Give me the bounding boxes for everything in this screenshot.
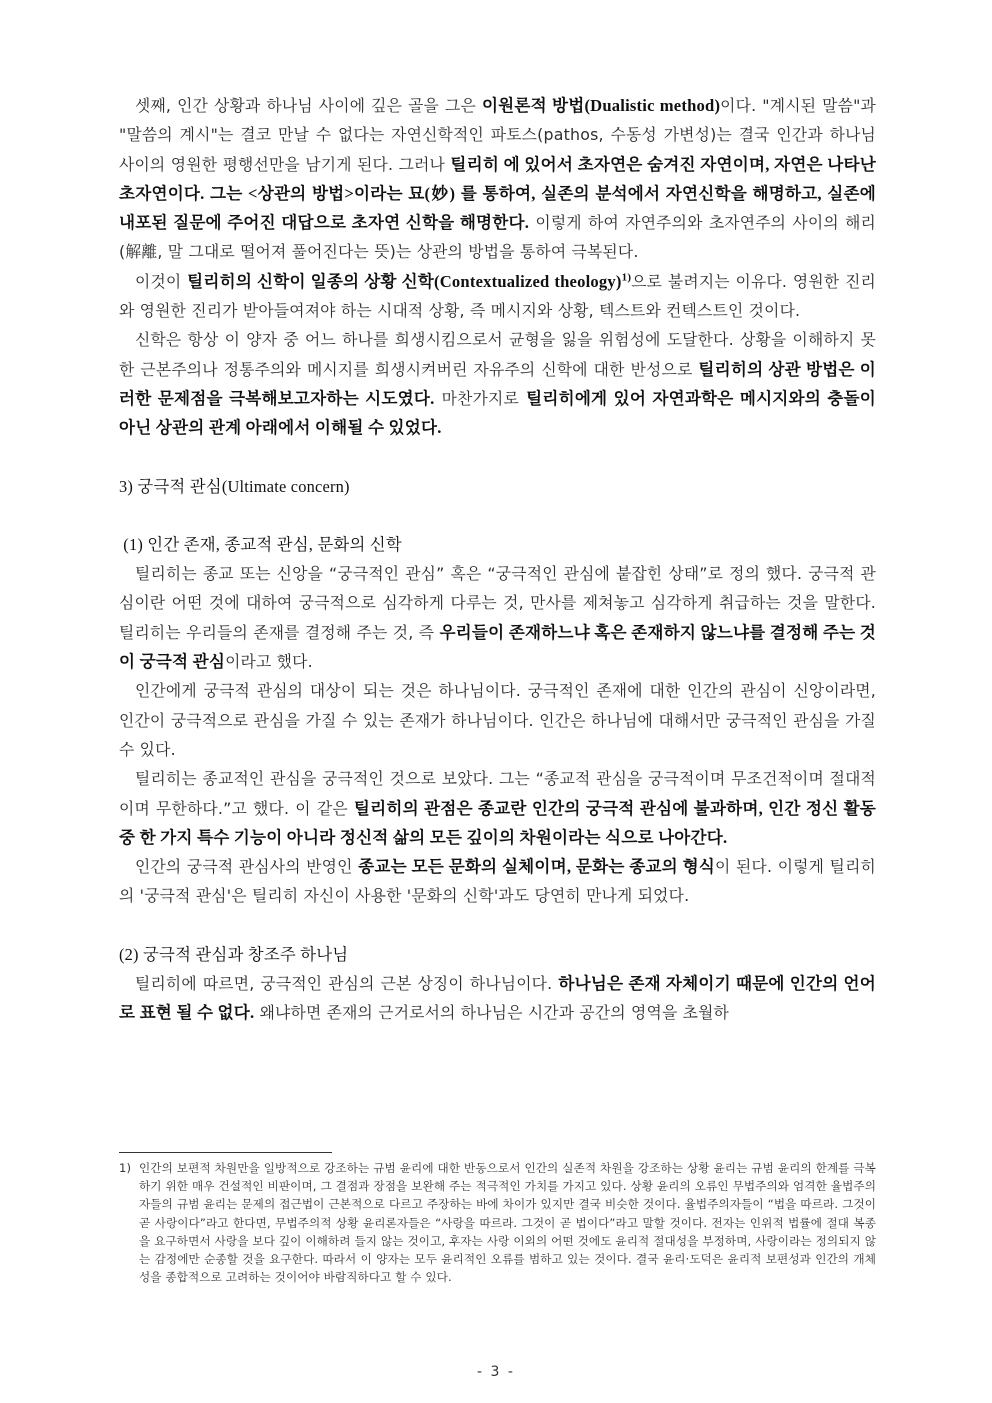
bold-run: 우리들이 존재하느냐 혹은 존재하지 않느냐를 결정해 주는 것이 궁극적 관심 [119, 622, 876, 672]
body-text [119, 91, 876, 1028]
text-run: 으로 불려지는 이유다. 영원한 진리와 영원한 진리가 받아들여져야 하는 시대적 상황, 즉 메시지와 상황, 텍스트와 컨텍스트인 것이다. [119, 271, 877, 321]
paragraph [119, 969, 876, 1028]
text-run: 틸리히에 따르면, 궁극적인 관심의 근본 상징이 하나님이다. [135, 974, 559, 994]
footnote-reference[interactable]: 1) [621, 271, 632, 284]
text-run: 이것이 [135, 271, 188, 291]
bold-run: 틸리히의 신학이 일종의 상황 신학(Contextualized theology) [187, 271, 622, 291]
text-run: 틸리히는 종교적인 관심을 궁극적인 것으로 보았다. 그는 “종교적 관심을 궁극적이며 무조건적이며 절대적이며 무한하다.”고 했다. 이 같은 [119, 769, 876, 818]
text-run: 왜냐하면 존재의 근거로서의 하나님은 시간과 공간의 영역을 초월하 [254, 1003, 730, 1023]
footnote [119, 1159, 876, 1286]
page-number: - 3 - [477, 1364, 515, 1380]
bold-run: 틸리히에게 있어 자연과학은 메시지와의 충돌이 아닌 상관의 관계 아래에서 이해될 수 있었다. [119, 388, 876, 438]
footnote-number: 1) [119, 1161, 132, 1175]
paragraph [119, 267, 876, 326]
text-run: 이렇게 하여 자연주의와 초자연주의 사이의 해리(解離, 말 그대로 떨어져 풀어진다는 뜻)는 상관의 방법을 통하여 극복된다. [119, 213, 876, 262]
text-run: 셋째, 인간 상황과 하나님 사이에 깊은 골을 그은 [135, 96, 482, 115]
bold-run: 하나님은 존재 자체이기 때문에 인간의 언어로 표현 될 수 없다. [119, 974, 877, 1023]
bold-run: 틸리히의 상관 방법은 이러한 문제점을 극복해보고자하는 시도였다. [119, 359, 876, 408]
section-heading: 3) 궁극적 관심(Ultimate concern) [119, 476, 350, 496]
paragraph [119, 325, 876, 442]
text-run: 인간의 궁극적 관심사의 반영인 [135, 857, 359, 877]
text-run: 틸리히는 종교 또는 신앙을 “궁극적인 관심” 혹은 “궁극적인 관심에 붙잡힌 상태”로 정의 했다. 궁극적 관심이란 어떤 것에 대하여 궁극적으로 심각하게 다루는 것, 만사를 제쳐놓고 심각하게 취급하는 것을 말한다. 틸리히는 우리들의 존재를 결정해 주는 것, 즉 [119, 564, 876, 642]
paragraph [119, 559, 876, 676]
text-run: 이다. "계시된 말씀"과 "말씀의 계시"는 결코 만날 수 없다는 자연신학적인 파토스(pathos, 수동성 가변성)는 결국 인간과 하나님 사이의 영원한 평행선만을 남기게 된다. 그러나 [119, 96, 876, 174]
subsection-heading: (2) 궁극적 관심과 창조주 하나님 [119, 944, 349, 964]
paragraph: 인간에게 궁극적 관심의 대상이 되는 것은 하나님이다. 궁극적인 존재에 대한 인간의 관심이 신앙이라면, 인간이 궁극적으로 관심을 가질 수 있는 존재가 하나님이다. 인간은 하나님에 대해서만 궁극적인 관심을 가질 수 있다. [119, 681, 876, 759]
text-run: 신학은 항상 이 양자 중 어느 하나를 희생시킴으로서 균형을 잃을 위험성에 도달한다. 상황을 이해하지 못한 근본주의나 정통주의와 메시지를 희생시켜버린 자유주의 신학에 대한 반성으로 [119, 330, 876, 379]
subsection-heading: (1) 인간 존재, 종교적 관심, 문화의 신학 [119, 534, 402, 554]
bold-run: 이원론적 방법(Dualistic method) [481, 96, 721, 115]
footnote-text: 인간의 보편적 차원만을 일방적으로 강조하는 규범 윤리에 대한 반동으로서 인간의 실존적 차원을 강조하는 상황 윤리는 규범 윤리의 한계를 극복하기 위한 매우 건설적인 비판이며, 그 결점과 장점을 보완해 주는 적극적인 가치를 가지고 있다. 상황 윤리의 오류인 무법주의와 엄격한 율법주의자들의 규범 윤리는 문제의 접근법이 근본적으로 다르고 주장하는 바에 차이가 있지만 결국 비슷한 것이다. 율법주의자들이 “법을 따르라. 그것이 곧 사랑이다”라고 한다면, 무법주의적 상황 윤리론자들은 “사랑을 따르라. 그것이 곧 법이다”라고 말할 것이다. 전자는 인위적 법률에 절대 복종을 요구하면서 사랑을 보다 깊이 이해하려 들지 않는 것이고, 후자는 사랑 이외의 어떤 것에도 윤리적 절대성을 부정하며, 사랑이라는 정의되지 않는 감정에만 순종할 것을 요구한다. 따라서 이 양자는 모두 윤리적인 오류를 범하고 있는 것이다. 결국 윤리·도덕은 윤리적 보편성과 인간의 개체성을 종합적으로 고려하는 것이어야 바람직하다고 할 수 있다. [139, 1161, 876, 1285]
paragraph [119, 852, 876, 911]
footnote-divider [119, 1152, 332, 1153]
bold-run: 틸리히의 관점은 종교란 인간의 궁극적 관심에 불과하며, 인간 정신 활동 중 한 가지 특수 기능이 아니라 정신적 삶의 모든 깊이의 차원이라는 식으로 나아간다. [119, 798, 877, 847]
text-run: 마찬가지로 [434, 388, 527, 408]
paragraph [119, 91, 876, 267]
bold-run: 종교는 모든 문화의 실체이며, 문화는 종교의 형식 [358, 857, 716, 877]
paragraph [119, 764, 876, 852]
text-run: 이 된다. 이렇게 틸리히의 '궁극적 관심'은 틸리히 자신이 사용한 '문화의 신학'과도 당연히 만나게 되었다. [119, 857, 876, 906]
bold-run: 틸리히 에 있어서 초자연은 숨겨진 자연이며, 자연은 나타난 초자연이다. 그는 <상관의 방법>이라는 묘(妙) 를 통하여, 실존의 분석에서 자연신학을 해명하고, 실존에 내포된 질문에 주어진 대답으로 초자연 신학을 해명한다. [119, 154, 876, 233]
text-run: 이라고 했다. [225, 652, 313, 672]
